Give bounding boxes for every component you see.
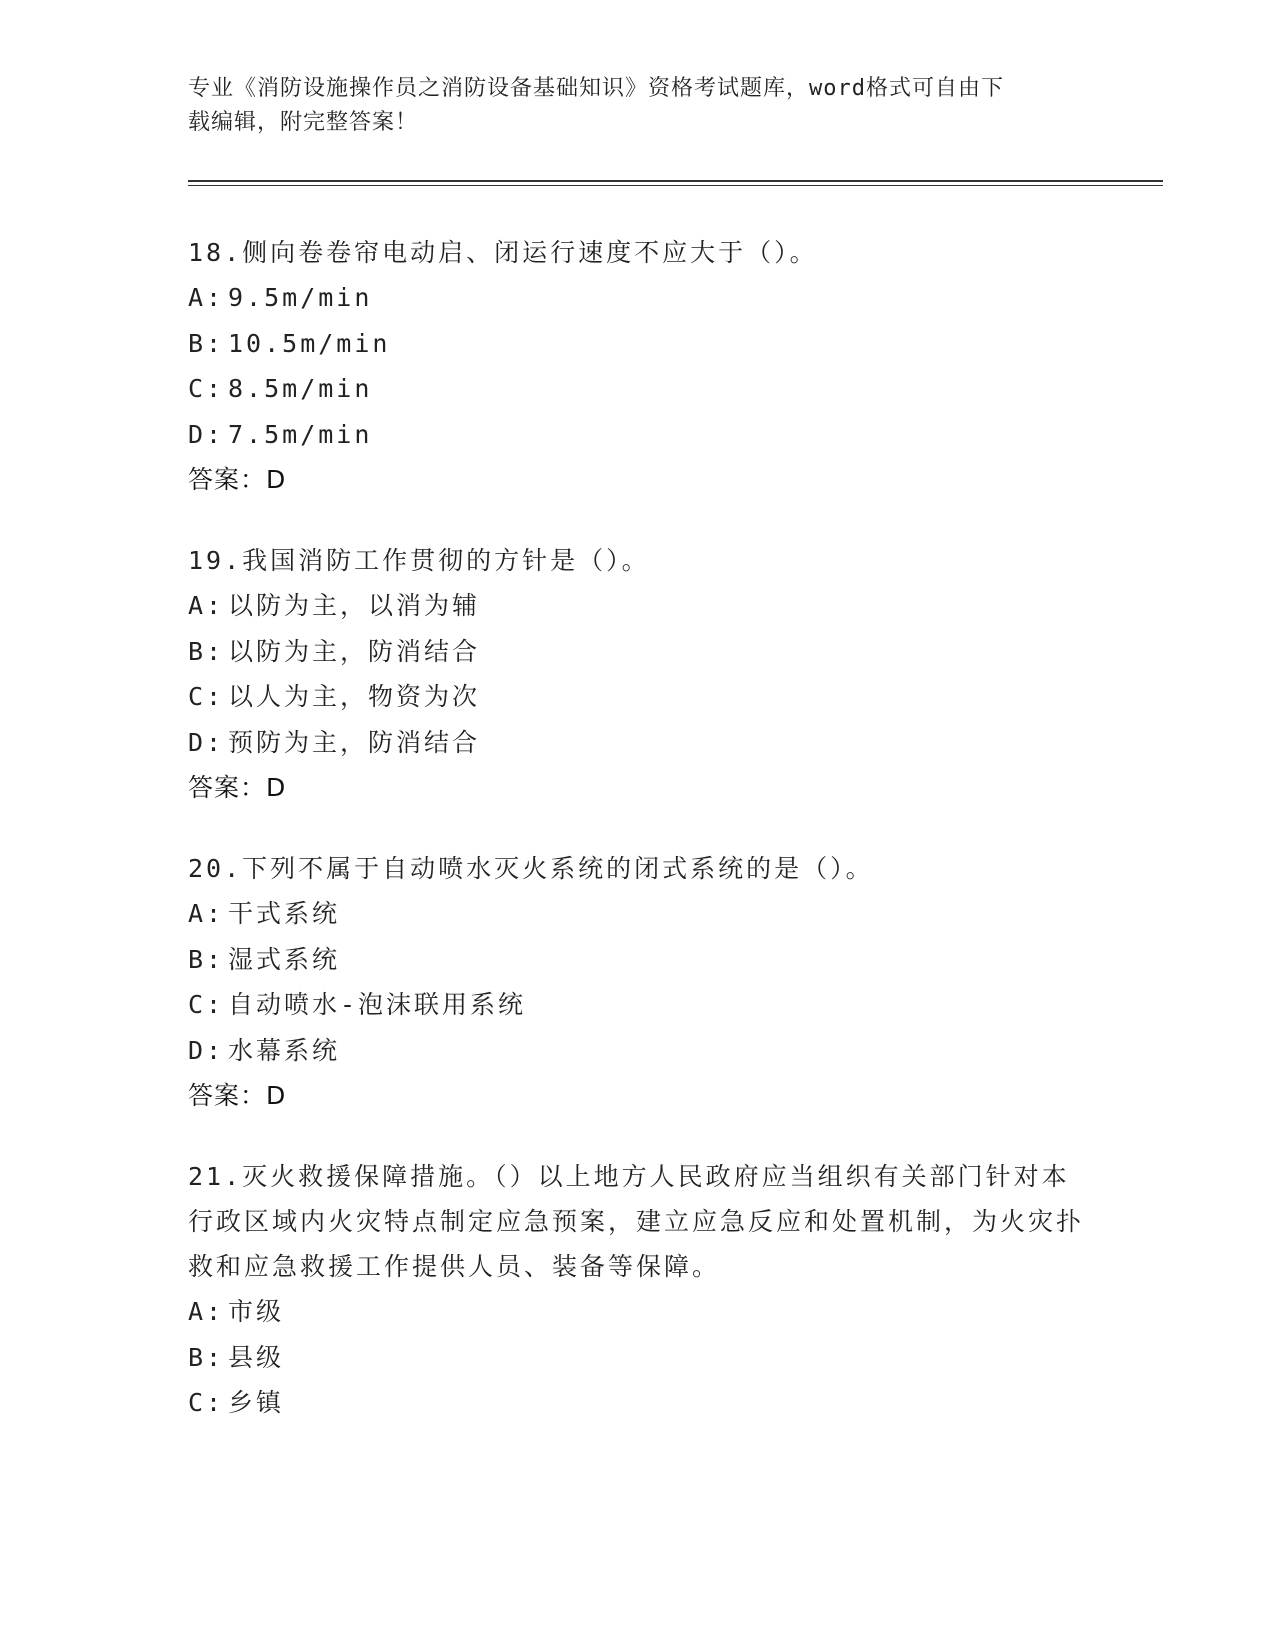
- question-stem: 21.灭火救援保障措施。（）以上地方人民政府应当组织有关部门针对本行政区域内火灾特点制定应急预案，建立应急反应和处置机制，为火灾扑救和应急救援工作提供人员、装备等保障。: [188, 1162, 1085, 1281]
- option-b: [188, 321, 1088, 367]
- option-label: B:: [188, 944, 225, 974]
- question-19: [188, 538, 1088, 811]
- option-d: [188, 412, 1088, 458]
- option-label: D:: [188, 1035, 225, 1065]
- option-label: D:: [188, 419, 225, 449]
- option-text: 以防为主，防消结合: [228, 636, 481, 666]
- header-line-1: 专业《消防设施操作员之消防设备基础知识》资格考试题库，word格式可自由下: [188, 76, 1004, 101]
- option-label: C:: [188, 1388, 225, 1417]
- option-text: 干式系统: [228, 899, 341, 928]
- option-b: [188, 1335, 1088, 1381]
- document-header: [188, 72, 1088, 140]
- option-label: A:: [188, 1297, 225, 1326]
- question-stem: 19.我国消防工作贯彻的方针是（）。: [188, 546, 650, 575]
- option-b: [188, 937, 1088, 983]
- option-text: 以防为主，以消为辅: [228, 591, 481, 620]
- answer: 答案：D: [188, 773, 287, 802]
- answer: 答案：D: [188, 465, 287, 494]
- option-text: 县级: [228, 1342, 285, 1372]
- option-d: [188, 720, 1088, 766]
- option-text: 乡镇: [228, 1388, 285, 1417]
- option-text: 8.5m/min: [228, 374, 373, 403]
- option-d: [188, 1028, 1088, 1074]
- question-list: [188, 230, 1088, 1461]
- question-stem: 20.下列不属于自动喷水灭火系统的闭式系统的是（）。: [188, 854, 874, 883]
- option-text: 以人为主，物资为次: [228, 682, 481, 711]
- option-label: A:: [188, 899, 225, 928]
- option-text: 市级: [228, 1297, 285, 1326]
- answer: 答案：D: [188, 1081, 287, 1110]
- option-c: [188, 1380, 1088, 1426]
- option-label: B:: [188, 1342, 225, 1372]
- option-label: D:: [188, 727, 225, 757]
- option-text: 预防为主，防消结合: [228, 727, 481, 757]
- question-21: [188, 1154, 1088, 1426]
- question-stem: 18.侧向卷卷帘电动启、闭运行速度不应大于（）。: [188, 238, 818, 267]
- option-label: B:: [188, 328, 225, 358]
- option-text: 9.5m/min: [228, 283, 373, 312]
- question-18: [188, 230, 1088, 503]
- option-b: [188, 629, 1088, 675]
- option-a: [188, 891, 1088, 937]
- option-label: C:: [188, 990, 225, 1019]
- option-label: C:: [188, 374, 225, 403]
- option-text: 10.5m/min: [228, 328, 391, 358]
- option-c: [188, 366, 1088, 412]
- option-text: 7.5m/min: [228, 419, 373, 449]
- option-label: C:: [188, 682, 225, 711]
- option-label: A:: [188, 283, 225, 312]
- option-label: B:: [188, 636, 225, 666]
- option-c: [188, 674, 1088, 720]
- header-divider: [188, 180, 1163, 182]
- option-c: [188, 982, 1088, 1028]
- header-line-2: 载编辑，附完整答案！: [188, 110, 419, 135]
- option-text: 自动喷水-泡沫联用系统: [228, 990, 527, 1019]
- option-label: A:: [188, 591, 225, 620]
- option-a: [188, 275, 1088, 321]
- question-20: [188, 846, 1088, 1119]
- option-text: 湿式系统: [228, 944, 341, 974]
- option-a: [188, 583, 1088, 629]
- option-text: 水幕系统: [228, 1035, 341, 1065]
- option-a: [188, 1289, 1088, 1335]
- header-divider-thin: [188, 185, 1163, 186]
